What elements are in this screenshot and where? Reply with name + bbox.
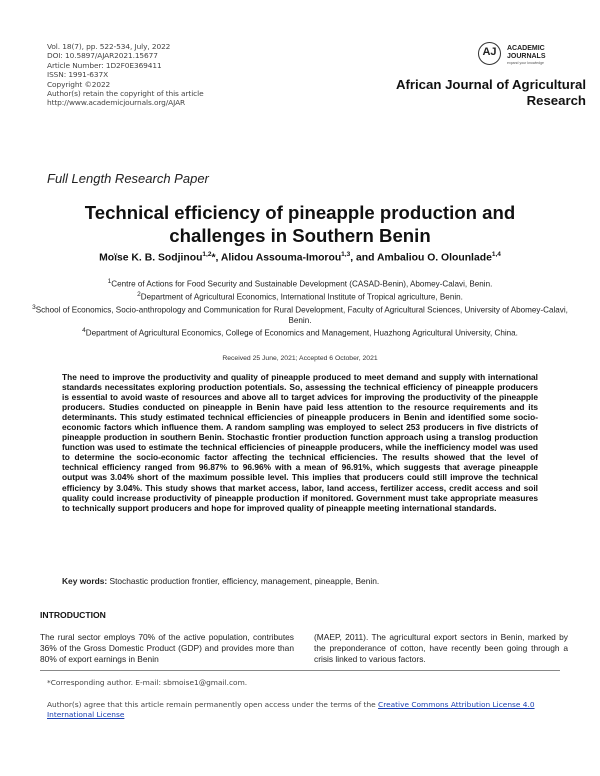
affiliation-number: 1 [107, 278, 112, 285]
journal-name [356, 77, 586, 109]
author-list [20, 251, 580, 263]
license-text: Author(s) agree that this article remain permanently open access under the terms of the [47, 700, 379, 709]
affiliation-number: 2 [137, 290, 141, 298]
intro-column-right: (MAEP, 2011). The agricultural export sectors in Benin, marked by the preponderance of cotton, have recently been going through a crisis linked to various factors. [314, 632, 568, 664]
meta-rights: Author(s) retain the copyright of this article [47, 89, 204, 99]
keywords-label: Key words: [62, 576, 108, 586]
received-dates: Received 25 June, 2021; Accepted 6 October, 2021 [222, 355, 378, 362]
affiliation [20, 326, 580, 339]
logo-tagline: expand your knowledge [507, 61, 544, 65]
affiliations [20, 277, 580, 339]
corresponding-author: *Corresponding author. E-mail: sbmoise1@gmail.com. [47, 678, 248, 687]
author-affiliation-mark: 1,3 [341, 251, 351, 258]
logo-name-line1: ACADEMIC [507, 45, 545, 52]
affiliation [20, 277, 580, 290]
journal-name-line1: African Journal of Agricultural [395, 77, 586, 92]
paper-title-line1: Technical efficiency of pineapple production and [84, 202, 516, 223]
license-notice [47, 700, 567, 720]
affiliation-text: Department of Agricultural Economics, International Institute of Tropical agriculture, Benin. [140, 292, 463, 302]
logo-name [507, 45, 546, 60]
paper-type: Full Length Research Paper [47, 171, 209, 186]
author-name: Alidou Assouma-Imorou [220, 252, 342, 264]
affiliation-text: School of Economics, Socio-anthropology and Communication for Rural Development, Faculty of Agricultural Sciences, University of Abomey-Calavi, Benin. [35, 305, 568, 325]
footnote-divider [40, 670, 560, 671]
affiliation-number: 3 [32, 303, 36, 311]
logo-name-line2: JOURNALS [507, 52, 546, 60]
abstract: The need to improve the productivity and quality of pineapple produced to meet demand and supply with international standards necessitates exploring production potentials. So, assessing the technical efficiency of pineapple producers is essential to avoid waste of resources and above all to target advices for improving the productivity of the pineapple producers. Studies conducted on pineapple in Benin have paid less attention to the resource requirements and its determinants. This study estimated technical efficiencies of pineapple producers in Benin and identified some socio-economic factors which influence them. A random sampling was employed to select 253 producers in five districts of pineapple production in southern Benin. Stochastic frontier production function approach using a translog production function was used to estimate the technical efficiencies of pineapple producers, while the inefficiency model was used to determine the socio-economic factor affecting the technical efficiencies. The results showed that the level of technical efficiency ranged from 96.87% to 96.96% with a mean of 96.91%, which suggests that average pineapple output was 3.04% short of the maximum possible level. This implies that producers could still improve the technical efficiency by 3.04%. This study shows that market access, labor, land access, fertilizer access, credit access and soil quality could increase productivity of pineapple production if monitored. Government must take appropriate measures to technically support producers and hope for improved quality of pineapple meeting international standards. [62, 372, 538, 513]
author-separator: , and [350, 252, 377, 264]
author-name: Ambaliou O. Olounlade [376, 252, 492, 264]
intro-column-left: The rural sector employs 70% of the active population, contributes 36% of the Gross Domestic Product (GDP) and provides more than 80% of export earnings in Benin [40, 632, 294, 664]
keywords-list: Stochastic production frontier, efficiency, management, pineapple, Benin. [107, 576, 380, 586]
meta-doi: DOI: 10.5897/AJAR2021.15677 [47, 51, 158, 61]
author-affiliation-mark: 1,2 [202, 251, 212, 258]
meta-article-number: Article Number: 1D2F0E369411 [47, 60, 162, 70]
affiliation-text: Centre of Actions for Food Security and Sustainable Development (CASAD-Benin), Abomey-Calavi, Benin. [111, 279, 493, 289]
meta-copyright: Copyright ©2022 [47, 79, 111, 89]
keywords [62, 576, 538, 586]
logo-mark: AJ [478, 42, 501, 65]
author-affiliation-mark: 1,4 [491, 251, 501, 258]
affiliation-text: Department of Agricultural Economics, College of Economics and Management, Huazhong Agricultural University, China. [85, 328, 518, 338]
meta-volume: Vol. 18(7), pp. 522-534, July, 2022 [47, 42, 171, 51]
academic-journals-logo [478, 42, 588, 72]
author-name: Moïse K. B. Sodjinou [99, 252, 203, 264]
meta-url[interactable]: http://www.academicjournals.org/AJAR [47, 98, 186, 108]
affiliation [20, 303, 580, 326]
affiliation-number: 4 [82, 326, 86, 334]
license-link[interactable]: Creative Commons Attribution License 4.0 International License [47, 700, 535, 719]
author-separator: *, [211, 252, 221, 264]
introduction-heading: INTRODUCTION [40, 610, 106, 620]
journal-name-line2: Research [526, 93, 586, 108]
meta-issn: ISSN: 1991-637X [47, 70, 109, 80]
paper-title-line2: challenges in Southern Benin [169, 225, 431, 246]
paper-title [40, 201, 560, 247]
article-metadata [47, 42, 204, 108]
affiliation [20, 290, 580, 303]
